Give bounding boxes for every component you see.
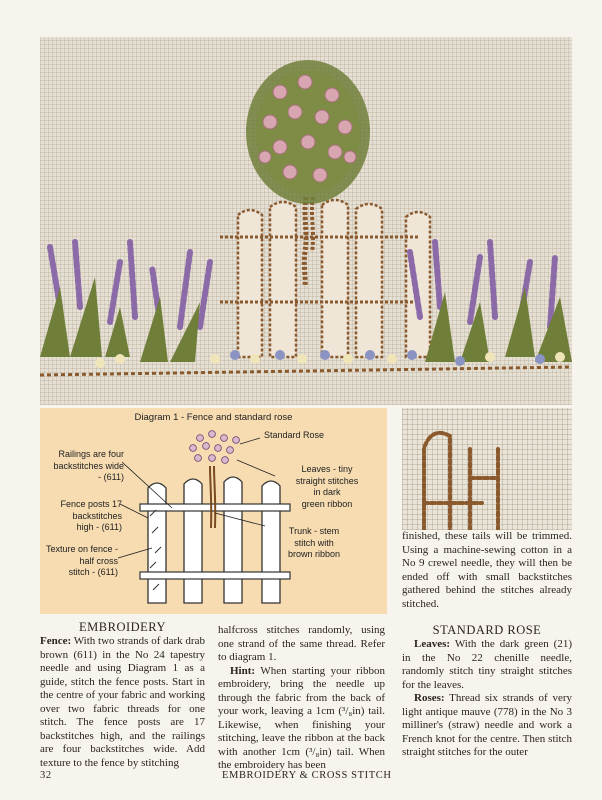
- label-standard-rose: Standard Rose: [264, 430, 325, 440]
- heading-standard-rose: STANDARD ROSE: [432, 623, 542, 637]
- leaves-lead: Leaves:: [414, 638, 451, 650]
- column-3: [402, 530, 572, 760]
- diagram-title: Diagram 1 - Fence and standard rose: [134, 412, 293, 423]
- label-leaves: Leaves - tiny straight stitches in dark green ribbon: [295, 464, 359, 509]
- leaves-text: With the dark green (21) in the No 22 chenille needle, randomly stitch tiny straight stitches for the leaves.: [402, 638, 572, 691]
- embroidery-photo: [40, 37, 572, 405]
- hint-text: When starting your ribbon embroidery, bring the needle up through the fabric from the back of your work, leaving a 1cm (³/₈in) tail. Likewise, when finishing your stitching, leave the ribbon at the back with another 1cm (³/₈in) tail. When the embroidery has been: [218, 664, 385, 771]
- paragraph-fence: [40, 635, 205, 770]
- label-trunk: Trunk - stem stitch with brown ribbon: [287, 526, 341, 559]
- hint-lead: Hint:: [230, 664, 256, 677]
- roses-lead: Roses:: [414, 692, 445, 704]
- paragraph-roses: [402, 692, 572, 760]
- fence-closeup-photo: [402, 408, 572, 530]
- label-texture: Texture on fence - half cross stitch - (611): [45, 544, 118, 577]
- embroidery-illustration: [40, 37, 572, 405]
- fence-closeup-illustration: [402, 408, 572, 530]
- paragraph-tails: finished, these tails will be trimmed. Using a machine-sewing cotton in a No 9 crewel needle, they will then be ended off with small backstitches gathered behind the stitches already stitched.: [402, 530, 572, 610]
- heading-embroidery: EMBROIDERY: [79, 620, 166, 634]
- label-railings: Railings are four backstitches wide - (611): [53, 449, 124, 482]
- paragraph-hint: [218, 665, 385, 773]
- magazine-title: EMBROIDERY & CROSS STITCH: [222, 770, 392, 781]
- paragraph-halfcross: halfcross stitches randomly, using one strand of the same thread. Refer to diagram 1.: [218, 624, 385, 663]
- paragraph-leaves: [402, 638, 572, 692]
- fence-lead: Fence:: [40, 635, 72, 647]
- column-2: [218, 624, 385, 773]
- fence-text: With two strands of dark drab brown (611) in the No 24 tapestry needle and using Diagram 1 as a guide, stitch the fence posts. Start in the centre of your fabric and working over two fabric threads for one stitch. The fence posts are 17 backstitches high, and the railings are four backstitches wide. Add texture to the fence by stitching: [40, 635, 205, 769]
- page-number: 32: [40, 770, 52, 781]
- label-fence-posts: Fence posts 17 backstitches high - (611): [60, 499, 122, 532]
- roses-text: Thread six strands of very light antique mauve (778) in the No 3 milliner's (straw) needle and work a French knot for the centre. Then stitch straight stitches for the outer: [402, 692, 572, 758]
- column-1: [40, 620, 205, 770]
- diagram-fence-and-rose: [40, 408, 387, 614]
